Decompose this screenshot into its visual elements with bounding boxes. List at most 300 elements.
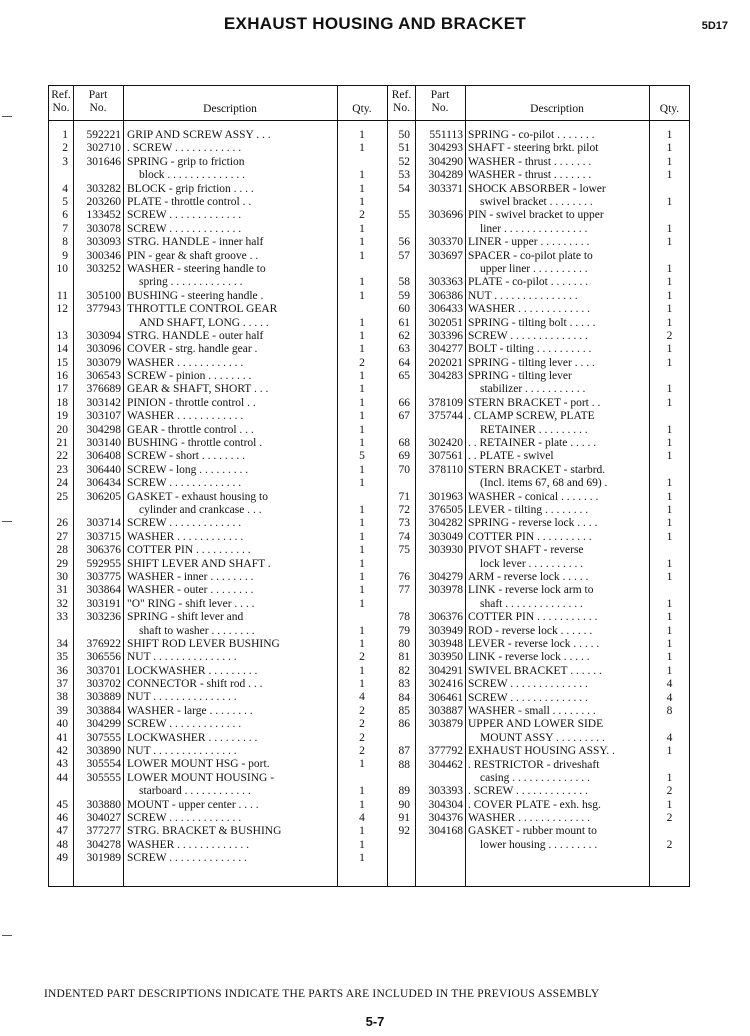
- quantity: 1: [359, 570, 365, 583]
- description: SCREW . . . . . . . . . . . . .: [127, 222, 242, 235]
- parts-row: [388, 156, 690, 169]
- description: . SCREW . . . . . . . . . . . .: [127, 142, 242, 155]
- description: COTTER PIN . . . . . . . . . .: [468, 530, 592, 543]
- part-number: 304279: [428, 571, 463, 583]
- header-qty: Qty.: [352, 103, 372, 115]
- part-number: 303140: [86, 437, 121, 450]
- parts-row: [388, 504, 690, 517]
- parts-row: [388, 357, 690, 370]
- description: WASHER . . . . . . . . . . . .: [127, 530, 244, 543]
- quantity: 1: [666, 316, 673, 329]
- rows-right: [388, 129, 690, 852]
- parts-row: [388, 450, 690, 463]
- ref-number: 81: [398, 651, 410, 664]
- ref-number: 44: [56, 771, 68, 784]
- part-number: 304299: [86, 718, 121, 731]
- part-number: 306434: [86, 477, 121, 490]
- part-number: 303363: [428, 276, 463, 289]
- part-number: 303142: [86, 396, 121, 409]
- part-number: 304293: [428, 142, 463, 155]
- quantity: 1: [666, 195, 673, 208]
- quantity: 1: [359, 195, 365, 208]
- part-number: 303930: [428, 544, 463, 557]
- part-number: 301989: [86, 852, 121, 865]
- ref-number: 3: [62, 155, 68, 168]
- description: STRG. HANDLE - inner half: [127, 236, 264, 249]
- part-number: 304283: [428, 370, 463, 383]
- description: COVER - strg. handle gear .: [127, 343, 258, 356]
- description: STRG. HANDLE - outer half: [127, 329, 264, 342]
- part-number: 305554: [86, 758, 121, 771]
- quantity: 1: [666, 222, 673, 235]
- parts-row: [49, 450, 387, 463]
- part-number: 378109: [428, 396, 463, 409]
- parts-row: [49, 477, 387, 490]
- quantity: 1: [359, 370, 365, 383]
- part-number: 377277: [86, 825, 121, 838]
- ref-number: 18: [56, 396, 68, 409]
- parts-row: [388, 651, 690, 664]
- ref-number: 53: [398, 169, 410, 182]
- ref-number: 83: [398, 678, 410, 691]
- quantity: 2: [359, 651, 365, 664]
- quantity: 1: [666, 637, 673, 650]
- quantity: 2: [359, 718, 365, 731]
- part-number: 303715: [86, 530, 121, 543]
- description: . CLAMP SCREW, PLATE: [468, 410, 595, 423]
- ref-number: 63: [398, 343, 410, 356]
- description: PIVOT SHAFT - reverse: [468, 544, 584, 557]
- ref-number: 29: [56, 557, 68, 570]
- quantity: 1: [666, 356, 673, 369]
- part-number: 303096: [86, 343, 121, 356]
- part-number: 303370: [428, 236, 463, 249]
- quantity: 1: [359, 437, 365, 450]
- parts-row: [388, 236, 690, 249]
- ref-number: 36: [56, 664, 68, 677]
- quantity: 1: [666, 343, 673, 356]
- parts-row: [388, 330, 690, 343]
- ref-number: 66: [398, 396, 410, 409]
- parts-row: [49, 343, 387, 356]
- parts-row: [388, 169, 690, 182]
- ref-number: 46: [56, 812, 68, 825]
- quantity: 1: [666, 236, 673, 249]
- quantity: 1: [359, 664, 365, 677]
- part-number: 377792: [428, 745, 463, 758]
- description: LINK - reverse lock . . . . .: [468, 651, 590, 664]
- description: BUSHING - steering handle .: [127, 289, 264, 302]
- part-number: 304168: [428, 825, 463, 838]
- part-number: 303890: [86, 745, 121, 758]
- parts-table: [48, 85, 690, 887]
- quantity: 4: [666, 731, 673, 744]
- parts-row: [388, 745, 690, 758]
- description: STERN BRACKET - starbrd.: [468, 463, 606, 476]
- ref-number: 23: [56, 463, 68, 476]
- description: GASKET - rubber mount to: [468, 825, 597, 838]
- quantity: 1: [666, 504, 673, 517]
- part-number: 304282: [428, 517, 463, 530]
- parts-row: [49, 397, 387, 410]
- parts-row: [49, 383, 387, 396]
- part-number: 303702: [86, 678, 121, 691]
- ref-number: 4: [62, 182, 68, 195]
- description: LINER - upper . . . . . . . . .: [468, 236, 590, 249]
- parts-row: [49, 544, 387, 557]
- parts-row: [49, 825, 387, 838]
- parts-row: [388, 584, 690, 611]
- ref-number: 1: [62, 129, 68, 141]
- ref-number: 16: [56, 370, 68, 383]
- quantity: 1: [359, 463, 365, 476]
- parts-row: [388, 437, 690, 450]
- quantity: 1: [666, 664, 673, 677]
- description: "O" RING - shift lever . . . .: [127, 597, 255, 610]
- quantity: 1: [359, 289, 365, 302]
- quantity: 1: [359, 383, 365, 396]
- description: SCREW . . . . . . . . . . . . .: [127, 477, 242, 490]
- margin-tick: [2, 521, 12, 522]
- description: LOCKWASHER . . . . . . . . .: [127, 731, 258, 744]
- ref-number: 51: [398, 142, 410, 155]
- ref-number: 28: [56, 544, 68, 557]
- description: NUT . . . . . . . . . . . . . . .: [127, 691, 237, 704]
- ref-number: 91: [398, 812, 410, 825]
- part-number: 376922: [86, 637, 121, 650]
- ref-number: 88: [398, 758, 410, 771]
- quantity: 1: [359, 517, 365, 530]
- quantity: 2: [666, 329, 673, 342]
- parts-row: [388, 397, 690, 410]
- ref-number: 38: [56, 691, 68, 704]
- description: COTTER PIN . . . . . . . . . .: [127, 544, 251, 557]
- header-description: Description: [203, 103, 257, 115]
- parts-row: [388, 625, 690, 638]
- part-number: 306376: [86, 544, 121, 557]
- ref-number: 71: [398, 490, 410, 503]
- quantity: 1: [359, 343, 365, 356]
- description-continuation: stabilizer . . . . . . . . . . .: [480, 383, 586, 396]
- description: NUT . . . . . . . . . . . . . . .: [127, 651, 237, 664]
- part-number: 303775: [86, 570, 121, 583]
- ref-number: 37: [56, 678, 68, 691]
- part-number: 303078: [86, 222, 121, 235]
- parts-row: [49, 705, 387, 718]
- ref-number: 35: [56, 651, 68, 664]
- description-continuation: upper liner . . . . . . . . . .: [480, 262, 588, 275]
- page-code: 5D17: [701, 20, 728, 32]
- description: SHAFT - steering brkt. pilot: [468, 142, 599, 155]
- quantity: 4: [359, 812, 365, 825]
- part-number: 303252: [86, 262, 121, 275]
- ref-number: 84: [398, 691, 410, 704]
- parts-table-left-half: [49, 86, 387, 886]
- page-title: EXHAUST HOUSING AND BRACKET: [223, 14, 527, 33]
- description-continuation: spring . . . . . . . . . . . . .: [139, 276, 243, 289]
- quantity: 1: [359, 852, 365, 865]
- description: SCREW . . . . . . . . . . . . .: [127, 517, 242, 530]
- quantity: 1: [359, 597, 365, 610]
- part-number: 303949: [428, 624, 463, 637]
- parts-row: [49, 142, 387, 155]
- parts-row: [49, 558, 387, 571]
- quantity: 1: [666, 396, 673, 409]
- ref-number: 22: [56, 450, 68, 463]
- part-number: 302420: [428, 437, 463, 450]
- ref-number: 64: [398, 356, 410, 369]
- ref-number: 82: [398, 664, 410, 677]
- ref-number: 77: [398, 584, 410, 597]
- description: LOWER MOUNT HSG - port.: [127, 758, 270, 771]
- ref-number: 8: [62, 236, 68, 249]
- ref-number: 40: [56, 718, 68, 731]
- quantity: 1: [359, 758, 365, 771]
- parts-row: [49, 223, 387, 236]
- ref-number: 21: [56, 437, 68, 450]
- parts-row: [49, 531, 387, 544]
- parts-row: [49, 571, 387, 584]
- ref-number: 41: [56, 731, 68, 744]
- ref-number: 61: [398, 316, 410, 329]
- ref-number: 58: [398, 276, 410, 289]
- parts-row: [49, 437, 387, 450]
- ref-number: 48: [56, 838, 68, 851]
- quantity: 2: [359, 704, 365, 717]
- parts-row: [49, 250, 387, 263]
- quantity: 1: [666, 276, 673, 289]
- ref-number: 9: [62, 249, 68, 262]
- parts-row: [388, 718, 690, 745]
- quantity: 1: [359, 236, 365, 249]
- ref-number: 30: [56, 570, 68, 583]
- header-part-line2: No.: [431, 102, 449, 114]
- part-number: 303696: [428, 209, 463, 222]
- description: PIN - swivel bracket to upper: [468, 209, 604, 222]
- description: SCREW . . . . . . . . . . . . .: [127, 812, 242, 825]
- header-qty: Qty.: [659, 103, 680, 115]
- quantity: 1: [359, 276, 365, 289]
- description: WASHER . . . . . . . . . . . .: [127, 410, 244, 423]
- part-number: 302051: [428, 316, 463, 329]
- quantity: 1: [666, 262, 673, 275]
- description: WASHER . . . . . . . . . . . . .: [127, 838, 250, 851]
- description-continuation: AND SHAFT, LONG . . . . .: [139, 316, 269, 329]
- description: SPRING - shift lever and: [127, 611, 244, 624]
- description: THROTTLE CONTROL GEAR: [127, 303, 278, 316]
- ref-number: 72: [398, 504, 410, 517]
- quantity: 1: [666, 169, 673, 182]
- description: CONNECTOR - shift rod . . .: [127, 678, 263, 691]
- ref-number: 13: [56, 329, 68, 342]
- parts-table-right-half: [387, 86, 690, 886]
- parts-row: [49, 370, 387, 383]
- parts-row: [388, 290, 690, 303]
- quantity: 1: [359, 530, 365, 543]
- part-number: 303950: [428, 651, 463, 664]
- description: BUSHING - throttle control .: [127, 437, 263, 450]
- header-ref-line1: Ref.: [391, 89, 412, 101]
- footer-note: INDENTED PART DESCRIPTIONS INDICATE THE PARTS ARE INCLUDED IN THE PREVIOUS ASSEMBLY: [44, 988, 600, 1000]
- ref-number: 32: [56, 597, 68, 610]
- parts-row: [49, 691, 387, 704]
- description-continuation: liner . . . . . . . . . . . . . . .: [480, 222, 588, 235]
- part-number: 592221: [86, 129, 121, 141]
- parts-row: [388, 370, 690, 397]
- parts-row: [388, 317, 690, 330]
- ref-number: 19: [56, 410, 68, 423]
- page-number: 5-7: [365, 1014, 385, 1029]
- quantity: 1: [666, 624, 673, 637]
- ref-number: 67: [398, 410, 410, 423]
- description-continuation: block . . . . . . . . . . . . . .: [139, 169, 246, 182]
- parts-row: [388, 129, 690, 142]
- part-number: 303396: [428, 329, 463, 342]
- description-continuation: swivel bracket . . . . . . . .: [480, 195, 593, 208]
- part-number: 304277: [428, 343, 463, 356]
- part-number: 304278: [86, 838, 121, 851]
- description: GEAR & SHAFT, SHORT . . .: [127, 383, 269, 396]
- quantity: 2: [359, 731, 365, 744]
- parts-row: [388, 491, 690, 504]
- quantity: 1: [359, 544, 365, 557]
- quantity: 2: [359, 356, 365, 369]
- ref-number: 6: [62, 209, 68, 222]
- parts-row: [49, 839, 387, 852]
- ref-number: 2: [62, 142, 68, 155]
- quantity: 1: [359, 503, 365, 516]
- description: SCREW . . . . . . . . . . . . . .: [468, 329, 588, 342]
- quantity: 1: [666, 745, 673, 758]
- quantity: 1: [359, 798, 365, 811]
- ref-number: 65: [398, 370, 410, 383]
- description: WASHER . . . . . . . . . . . . .: [468, 812, 591, 825]
- part-number: 303978: [428, 584, 463, 597]
- part-number: 303191: [86, 597, 121, 610]
- quantity: 1: [666, 383, 673, 396]
- description: GRIP AND SCREW ASSY . . .: [127, 129, 271, 141]
- parts-row: [388, 692, 690, 705]
- description: LEVER - tilting . . . . . . . .: [468, 504, 589, 517]
- description-continuation: shaft . . . . . . . . . . . . . .: [480, 597, 583, 610]
- parts-row: [388, 142, 690, 155]
- description: SCREW - short . . . . . . . .: [127, 450, 245, 463]
- description: SPRING - tilting bolt . . . . .: [468, 316, 596, 329]
- parts-row: [388, 464, 690, 491]
- description: WASHER - inner . . . . . . . .: [127, 570, 254, 583]
- rows-left: [49, 129, 387, 866]
- ref-number: 39: [56, 704, 68, 717]
- part-number: 133452: [86, 209, 121, 222]
- description-continuation: casing . . . . . . . . . . . . . .: [480, 771, 590, 784]
- part-number: 301646: [86, 155, 121, 168]
- part-number: 375744: [428, 410, 463, 423]
- description: SCREW - long . . . . . . . . .: [127, 463, 249, 476]
- description: COTTER PIN . . . . . . . . . . .: [468, 611, 598, 624]
- ref-number: 14: [56, 343, 68, 356]
- part-number: 306433: [428, 303, 463, 316]
- quantity: 1: [666, 611, 673, 624]
- ref-number: 20: [56, 423, 68, 436]
- description-continuation: starboard . . . . . . . . . . . .: [139, 785, 251, 798]
- ref-number: 75: [398, 544, 410, 557]
- description-continuation: shaft to washer . . . . . . . .: [139, 624, 255, 637]
- parts-row: [49, 718, 387, 731]
- parts-row: [49, 209, 387, 222]
- ref-number: 15: [56, 356, 68, 369]
- header-description: Description: [530, 103, 584, 115]
- part-number: 303236: [86, 611, 121, 624]
- parts-row: [49, 745, 387, 758]
- part-number: 303107: [86, 410, 121, 423]
- ref-number: 90: [398, 798, 410, 811]
- description: SPACER - co-pilot plate to: [468, 249, 593, 262]
- ref-number: 24: [56, 477, 68, 490]
- quantity: 1: [359, 169, 365, 182]
- part-number: 307561: [428, 450, 463, 463]
- ref-number: 87: [398, 745, 410, 758]
- margin-tick: [2, 935, 12, 936]
- description: PINION - throttle control . .: [127, 396, 256, 409]
- header-ref-line2: No.: [393, 102, 410, 114]
- quantity: 1: [359, 584, 365, 597]
- parts-row: [49, 852, 387, 865]
- parts-row: [49, 290, 387, 303]
- part-number: 306205: [86, 490, 121, 503]
- ref-number: 80: [398, 637, 410, 650]
- header-part-line1: Part: [430, 89, 450, 101]
- description: WASHER - small . . . . . . . .: [468, 704, 596, 717]
- description: . SCREW . . . . . . . . . . . . .: [468, 785, 588, 798]
- description: MOUNT - upper center . . . .: [127, 798, 259, 811]
- parts-row: [388, 209, 690, 236]
- description: WASHER - large . . . . . . . .: [127, 704, 253, 717]
- part-number: 303393: [428, 785, 463, 798]
- description: SPRING - grip to friction: [127, 155, 245, 168]
- quantity: 1: [359, 316, 365, 329]
- ref-number: 27: [56, 530, 68, 543]
- part-number: 378110: [428, 463, 463, 476]
- part-number: 303864: [86, 584, 121, 597]
- table-header-right: [388, 86, 690, 121]
- ref-number: 11: [56, 289, 68, 302]
- description: SHIFT ROD LEVER BUSHING: [127, 637, 280, 650]
- description: LOWER MOUNT HOUSING -: [127, 771, 275, 784]
- description: SCREW . . . . . . . . . . . . . .: [127, 852, 247, 865]
- description: EXHAUST HOUSING ASSY. .: [468, 745, 615, 758]
- parts-row: [388, 410, 690, 437]
- parts-row: [49, 464, 387, 477]
- header-ref-line2: No.: [52, 102, 70, 114]
- parts-row: [49, 732, 387, 745]
- parts-row: [49, 758, 387, 771]
- part-number: 306386: [428, 289, 463, 302]
- parts-row: [388, 544, 690, 571]
- part-number: 202021: [428, 356, 463, 369]
- parts-row: [49, 424, 387, 437]
- part-number: 303714: [86, 517, 121, 530]
- quantity: 4: [666, 691, 673, 704]
- quantity: 1: [666, 155, 673, 168]
- parts-row: [49, 303, 387, 330]
- quantity: 1: [666, 557, 673, 570]
- quantity: 2: [359, 209, 365, 222]
- description: SPRING - tilting lever . . . .: [468, 356, 595, 369]
- ref-number: 70: [398, 463, 410, 476]
- description: . COVER PLATE - exh. hsg.: [468, 798, 601, 811]
- description-continuation: RETAINER . . . . . . . . .: [480, 423, 588, 436]
- description: WASHER - thrust . . . . . . .: [468, 155, 592, 168]
